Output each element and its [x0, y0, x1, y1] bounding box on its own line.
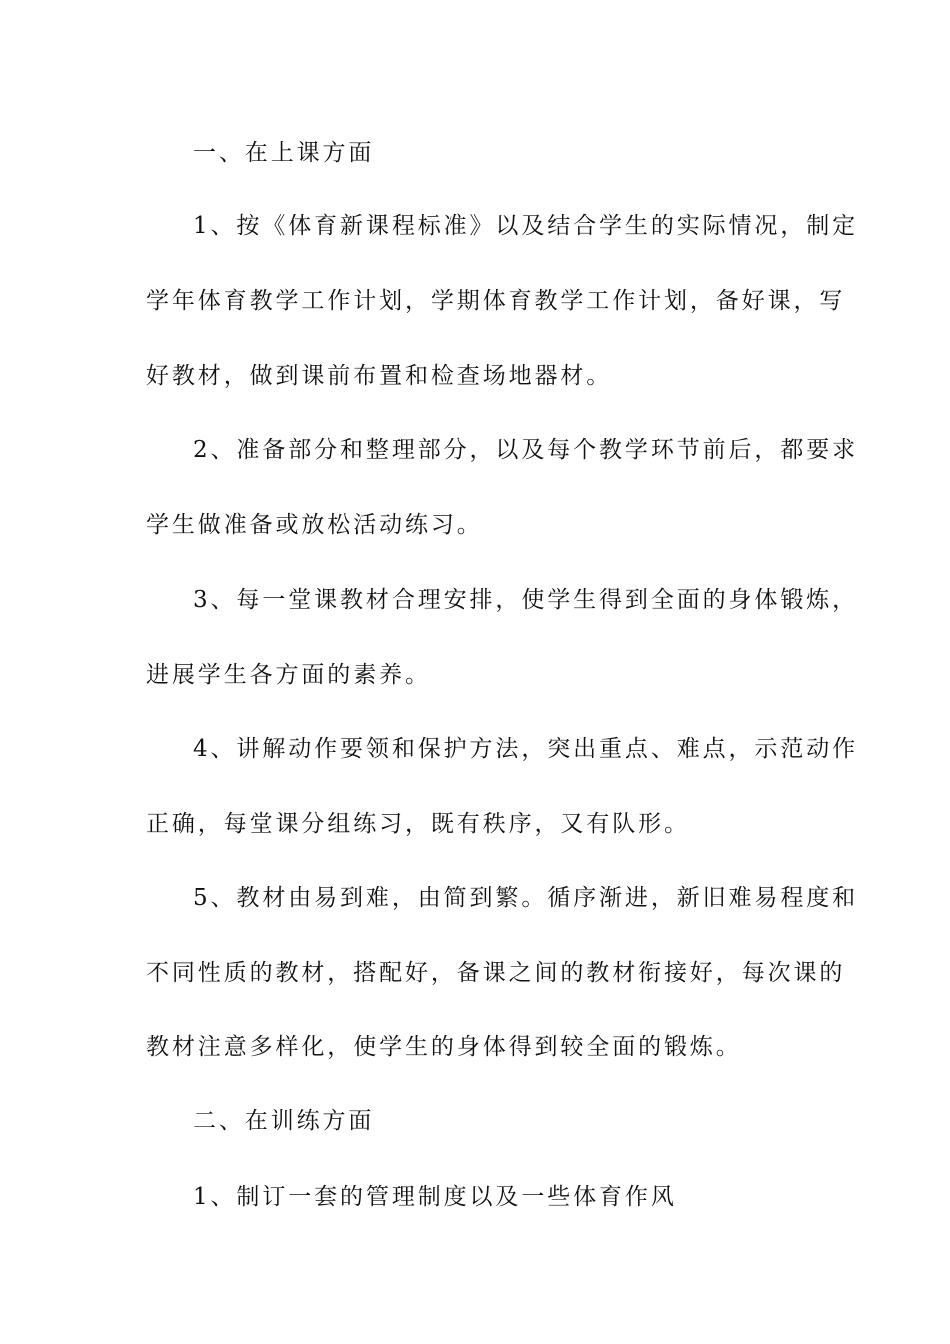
paragraph-line: 学生做准备或放松活动练习。 [146, 512, 483, 538]
paragraph-line: 教材注意多样化，使学生的身体得到较全面的锻炼。 [146, 1034, 742, 1060]
paragraph-line: 不同性质的教材，搭配好，备课之间的教材衔接好，每次课的 [146, 960, 846, 986]
paragraph-line: 2、准备部分和整理部分，以及每个教学环节前后，都要求 [193, 437, 859, 463]
section-heading-1: 一、在上课方面 [193, 140, 375, 166]
paragraph-line: 1、按《体育新课程标准》以及结合学生的实际情况，制定 [193, 213, 859, 239]
paragraph-line: 4、讲解动作要领和保护方法，突出重点、难点，示范动作 [193, 736, 859, 762]
section-heading-2: 二、在训练方面 [193, 1108, 375, 1134]
paragraph-line: 进展学生各方面的素养。 [146, 662, 431, 688]
paragraph-line: 3、每一堂课教材合理安排，使学生得到全面的身体锻炼， [193, 587, 859, 613]
paragraph-line: 5、教材由易到难，由简到繁。循序渐进，新旧难易程度和 [193, 885, 859, 911]
paragraph-line: 1、制订一套的管理制度以及一些体育作风 [193, 1184, 677, 1210]
paragraph-line: 学年体育教学工作计划，学期体育教学工作计划，备好课，写 [146, 288, 846, 314]
paragraph-line: 好教材，做到课前布置和检查场地器材。 [146, 363, 613, 389]
paragraph-line: 正确，每堂课分组练习，既有秩序，又有队形。 [146, 811, 690, 837]
